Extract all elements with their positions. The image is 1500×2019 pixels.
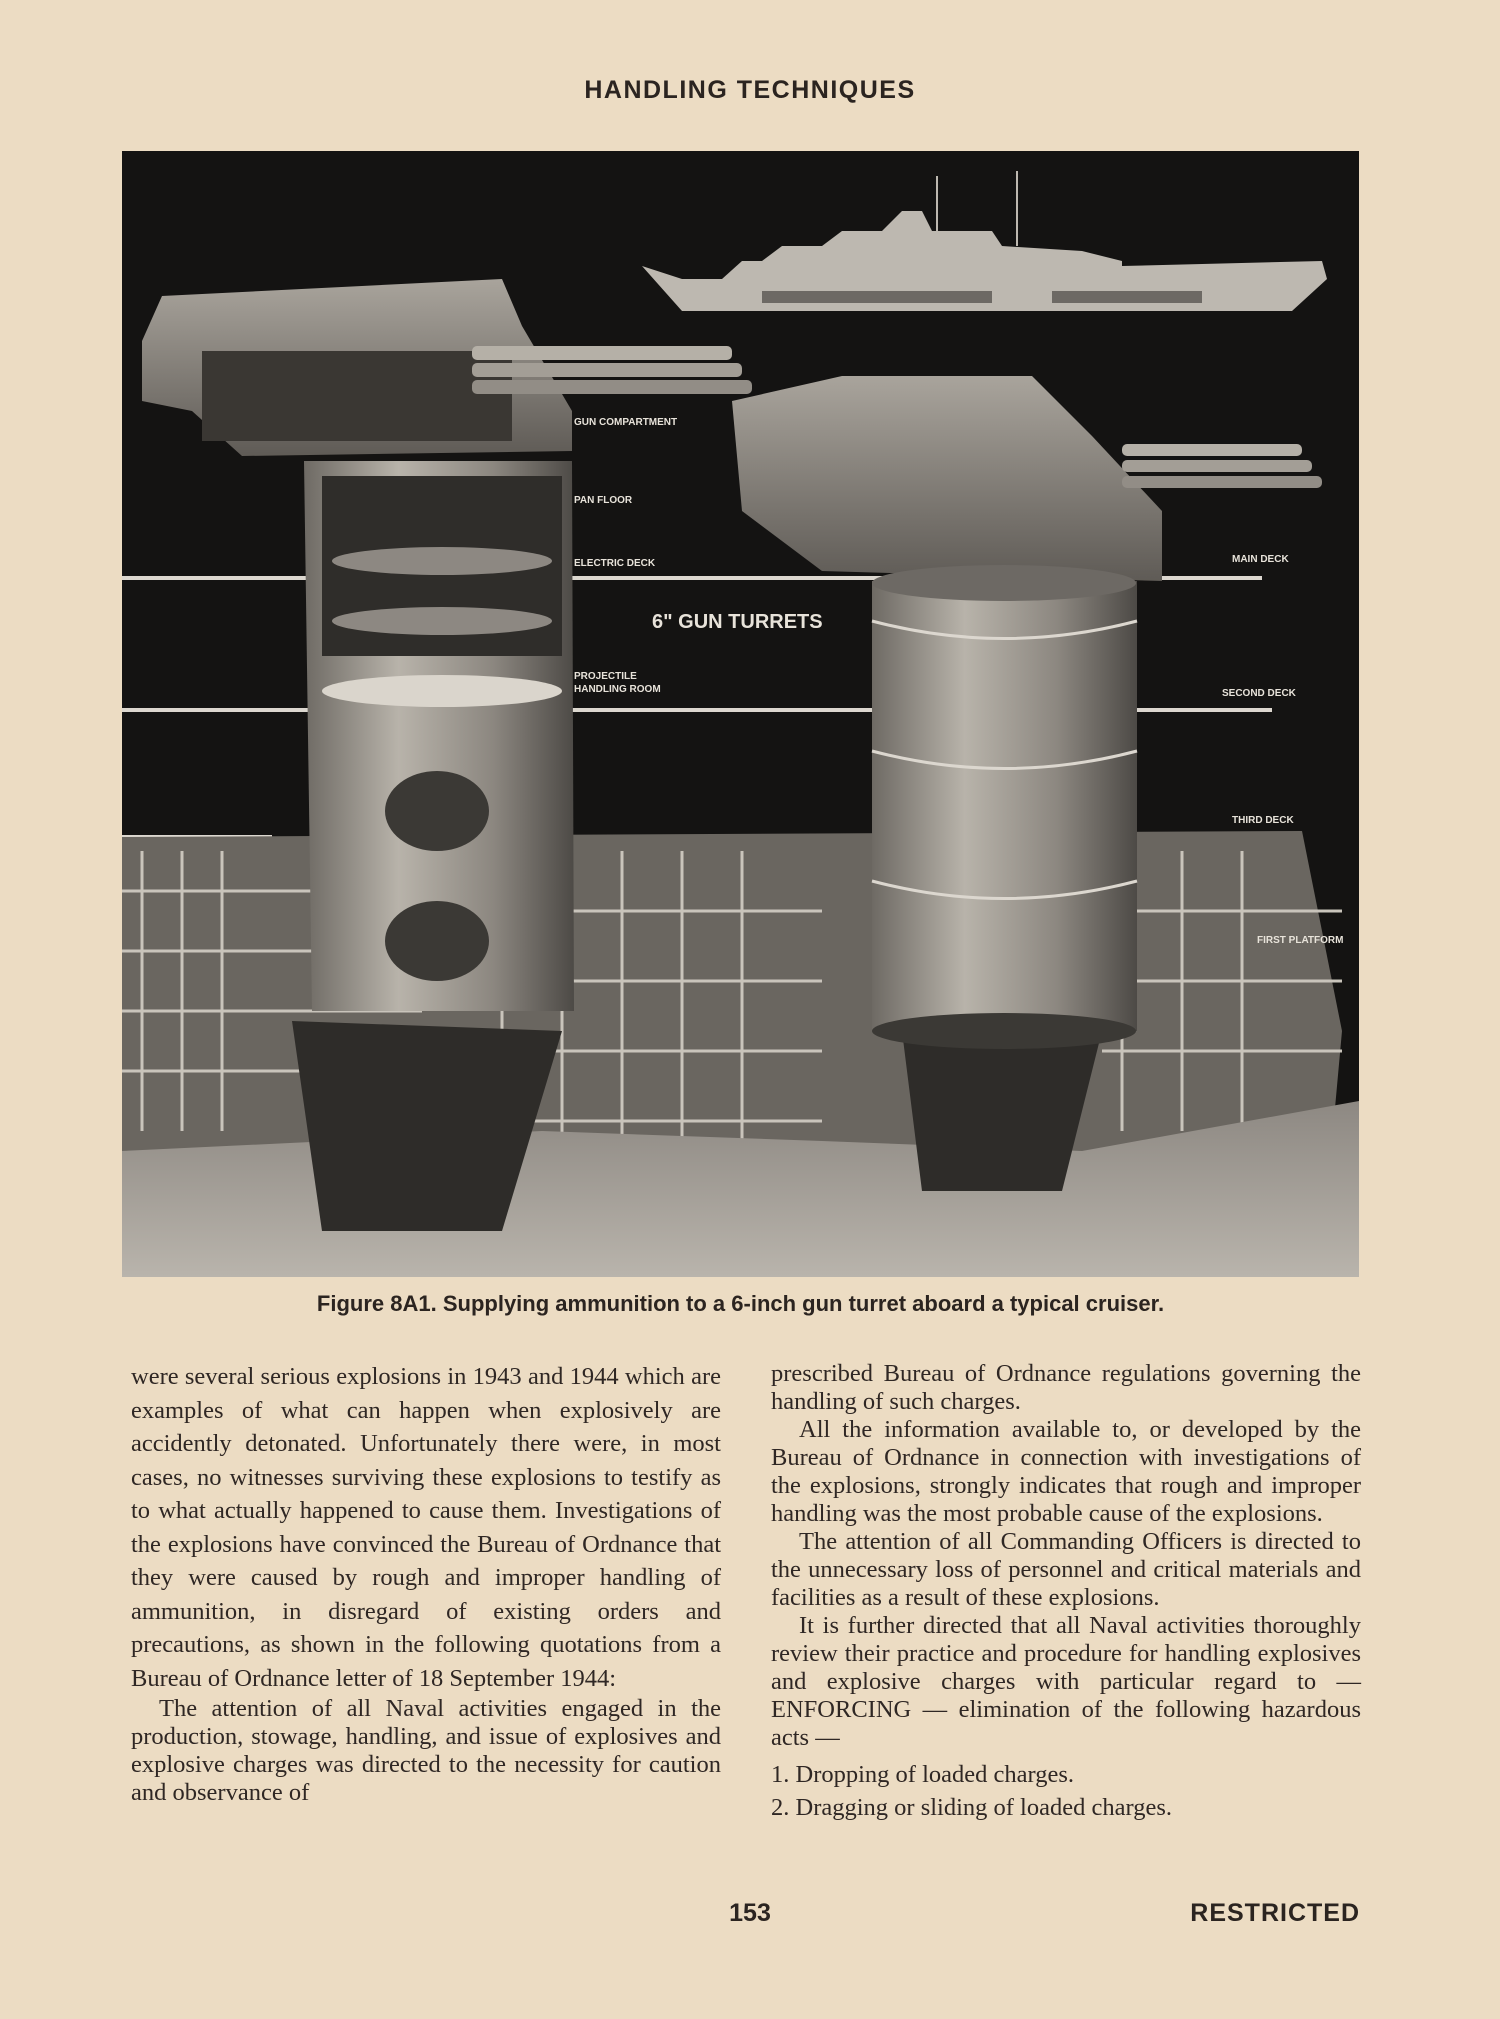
label-main-deck: MAIN DECK [1232, 554, 1289, 565]
label-electric-deck: ELECTRIC DECK [574, 558, 656, 569]
paragraph: prescribed Bureau of Ordnance regulations governing the handling of such charges. [771, 1360, 1361, 1415]
ship-silhouette [642, 171, 1327, 311]
figure-turret-cutaway [122, 151, 1359, 1277]
label-gun-compartment: GUN COMPARTMENT [574, 417, 678, 428]
list-item: 2. Dragging or sliding of loaded charges. [771, 1794, 1172, 1821]
figure-caption: Figure 8A1. Supplying ammunition to a 6-inch gun turret aboard a typical cruiser. [316, 1291, 1165, 1316]
paragraph: The attention of all Commanding Officers is directed to the unnecessary loss of personnel and critical materials and facilities as a result of these explosions. [771, 1528, 1361, 1611]
label-pan-floor: PAN FLOOR [574, 495, 633, 506]
label-gun-turrets: 6" GUN TURRETS [652, 611, 823, 633]
label-handling-room: HANDLING ROOM [574, 684, 661, 695]
list-item: 1. Dropping of loaded charges. [771, 1761, 1074, 1788]
label-first-platform: FIRST PLATFORM [1257, 935, 1344, 946]
lower-compartments [122, 831, 1359, 1277]
paragraph: All the information available to, or developed by the Bureau of Ordnance in connection with investigations of the explosions, strongly indicates that rough and improper handling was the most probable cause of the explosions. [771, 1416, 1361, 1527]
paragraph: It is further directed that all Naval activities thoroughly review their practice and procedure for handling explosives and explosive charges with particular regard to — ENFORCING — elimination of the following hazardous acts — [771, 1612, 1361, 1751]
label-third-deck: THIRD DECK [1232, 815, 1294, 826]
page-number: 153 [729, 1899, 771, 1927]
paragraph: were several serious explosions in 1943 and 1944 which are examples of what can happen when explosively are accidently detonated. Unfortunately there were, in most cases, no witnesses surviving these explosions to testify as to what actually happened to cause them. Investigations of the explosions have convinced the Bureau of Ordnance that they were caused by rough and improper handling of ammunition, in disregard of existing orders and precautions, as shown in the following quotations from a Bureau of Ordnance letter of 18 September 1944: [131, 1363, 721, 1692]
classification-mark: RESTRICTED [1190, 1899, 1360, 1927]
text-column-left [131, 1360, 721, 1807]
label-projectile: PROJECTILE [574, 671, 637, 682]
running-head: HANDLING TECHNIQUES [584, 76, 916, 104]
text-column-right [771, 1360, 1361, 1824]
label-second-deck: SECOND DECK [1222, 688, 1296, 699]
paragraph: The attention of all Naval activities engaged in the production, stowage, handling, and issue of explosives and explosive charges was directed to the necessity for caution and observance of [131, 1695, 721, 1806]
turret-illustration [122, 151, 1359, 1277]
